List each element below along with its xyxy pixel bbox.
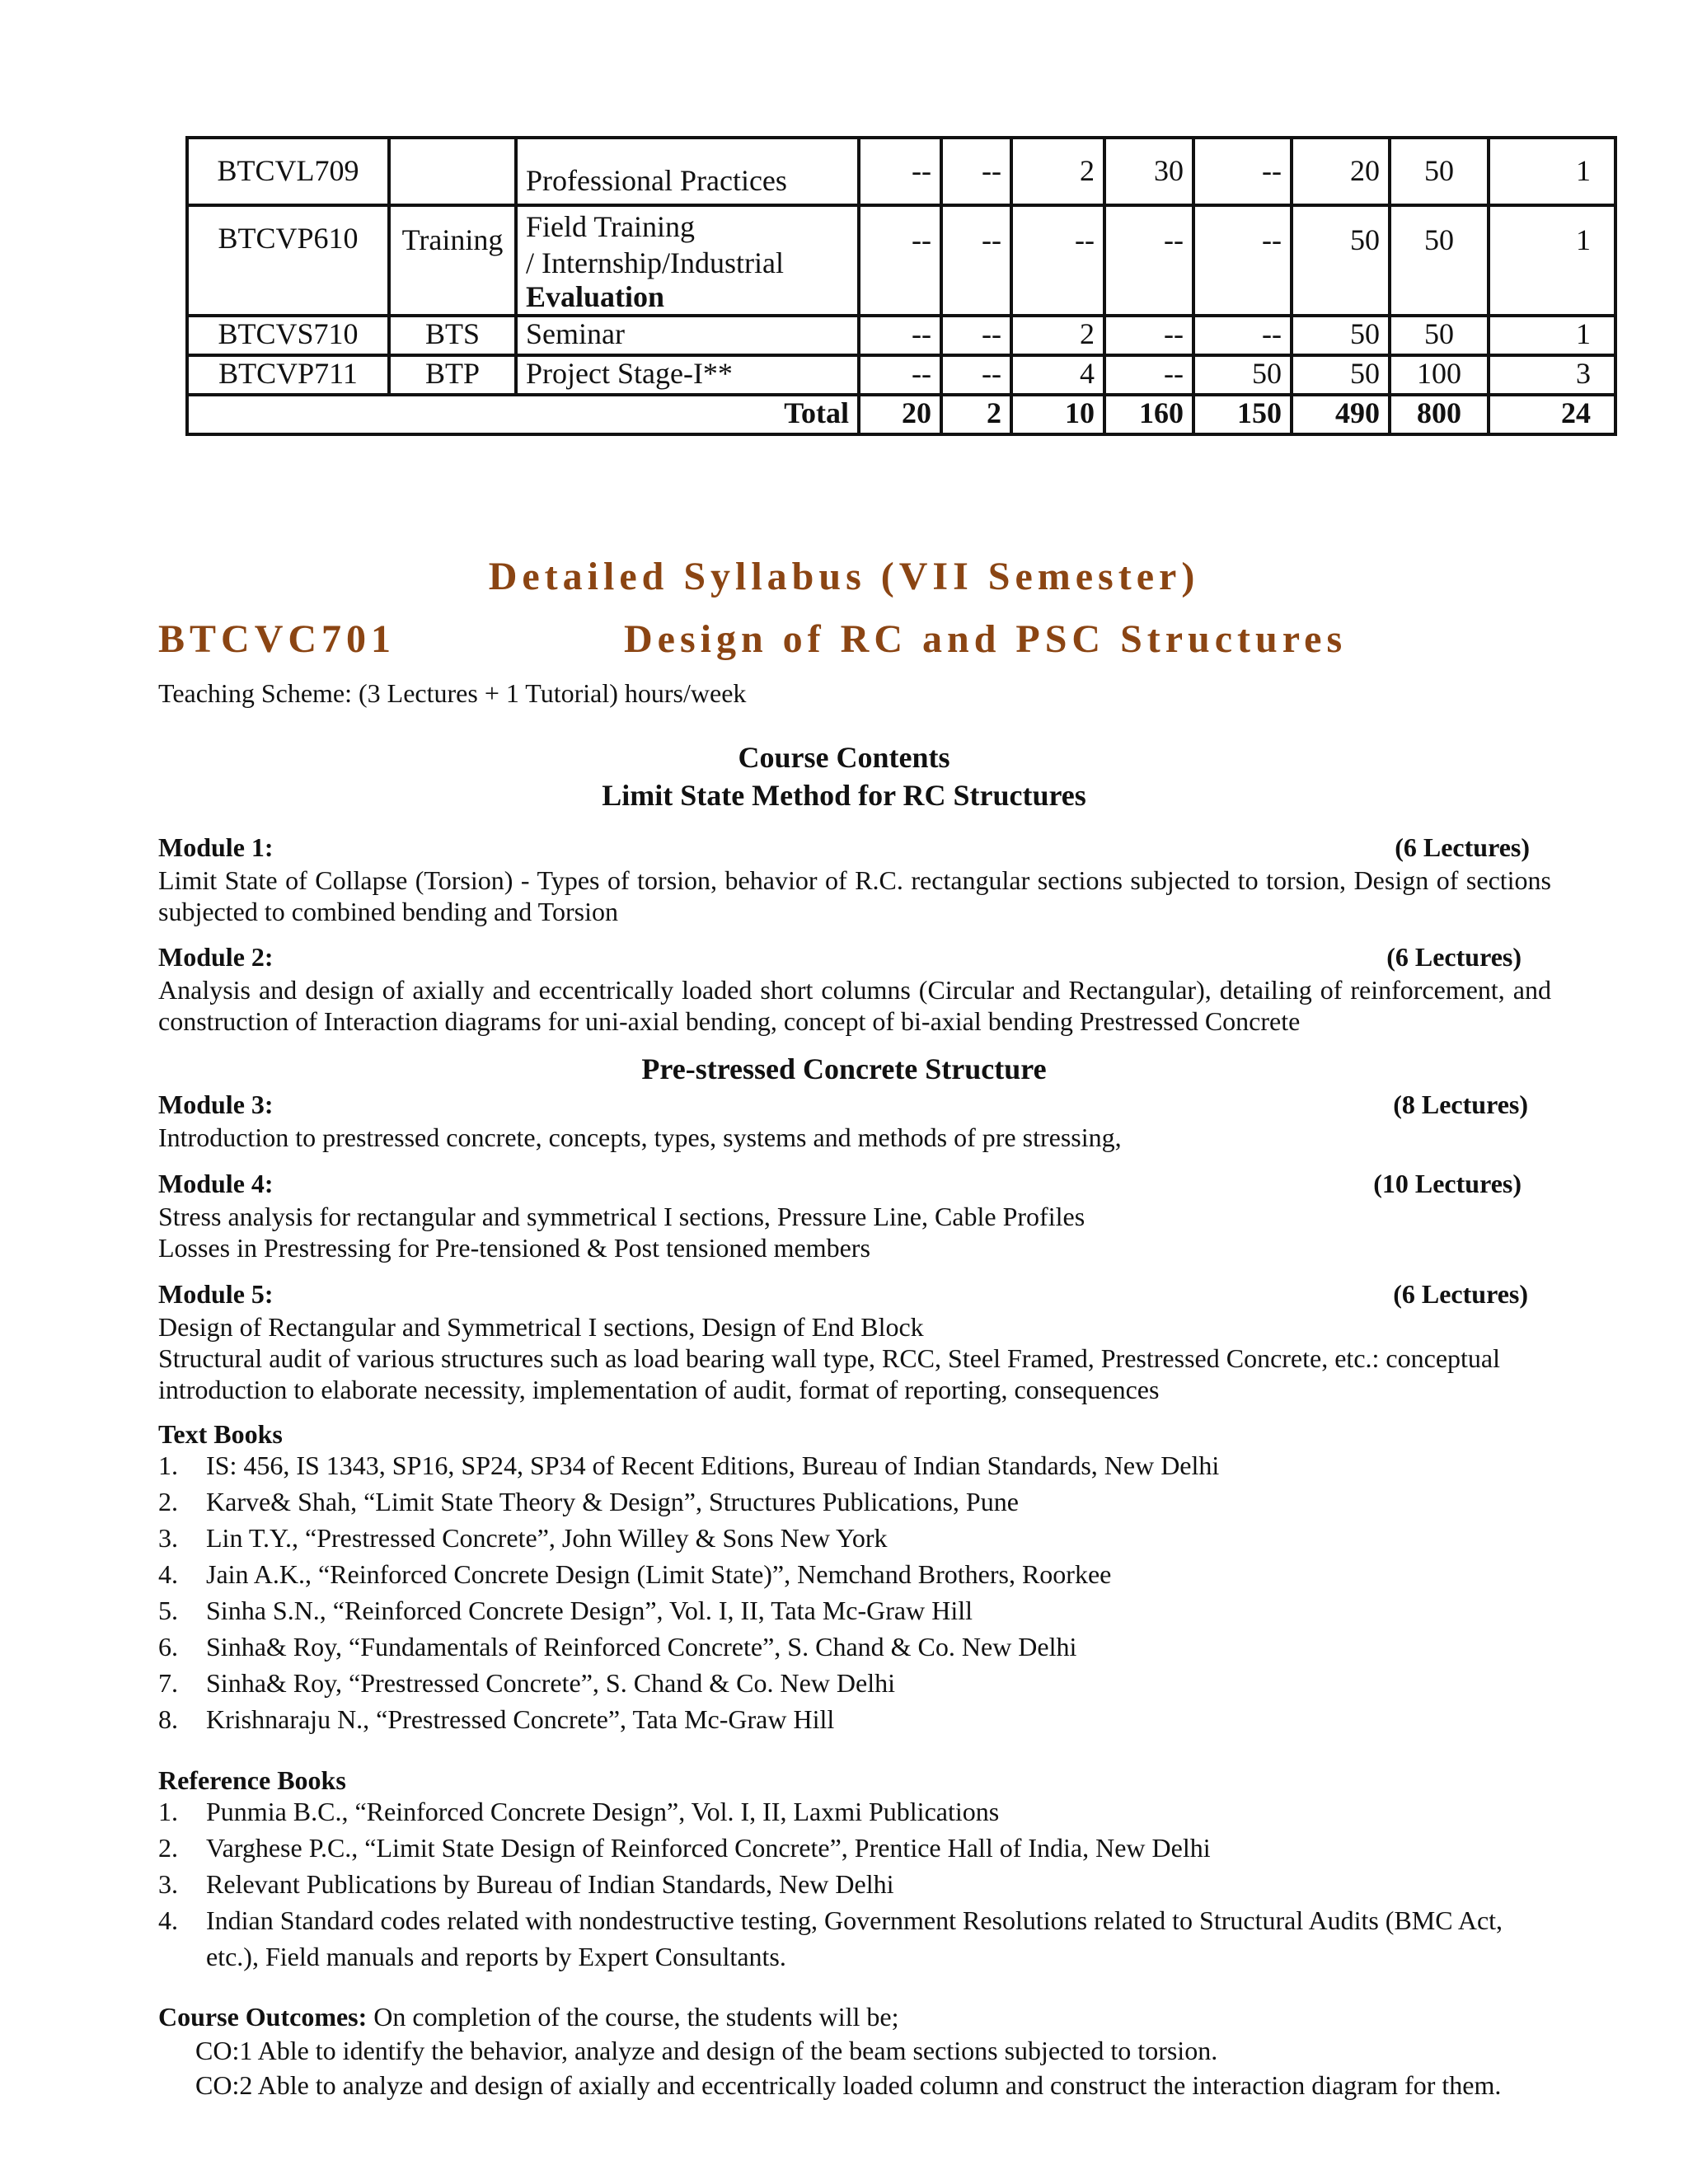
table-row — [187, 138, 1615, 205]
course-code-cell: BTCVL709 — [187, 138, 389, 205]
module-description: Introduction to prestressed concrete, concepts, types, systems and methods of pre stressing, — [158, 1122, 1122, 1152]
course-code: BTCVC701 — [158, 617, 396, 661]
list-item: 1. IS: 456, IS 1343, SP16, SP24, SP34 of Recent Editions, Bureau of Indian Standards, New Delhi — [158, 1451, 1220, 1480]
total-cell: 20 — [859, 395, 941, 434]
book-entry: Sinha& Roy, “Fundamentals of Reinforced Concrete”, S. Chand & Co. New Delhi — [206, 1632, 1077, 1661]
table-row — [187, 316, 1615, 355]
module-label: Module 4: — [158, 1169, 274, 1198]
value-cell: 3 — [1489, 355, 1615, 395]
book-entry: IS: 456, IS 1343, SP16, SP24, SP34 of Recent Editions, Bureau of Indian Standards, New Delhi — [206, 1451, 1220, 1480]
value-cell: 50 — [1292, 316, 1390, 355]
text-books-list — [158, 1447, 1559, 1737]
course-outcome-item: CO:1 Able to identify the behavior, analyze and design of the beam sections subjected to torsion. — [195, 2036, 1218, 2065]
text-books-heading: Text Books — [158, 1419, 283, 1449]
course-code-cell: BTCVP610 — [187, 205, 389, 316]
book-entry: Sinha& Roy, “Prestressed Concrete”, S. Chand & Co. New Delhi — [206, 1668, 896, 1698]
reference-books-list — [158, 1793, 1559, 1975]
value-cell: 20 — [1292, 138, 1390, 205]
list-item: 3. Relevant Publications by Bureau of Indian Standards, New Delhi — [158, 1869, 894, 1899]
title-line: Field Training — [526, 210, 696, 243]
reference-books-heading: Reference Books — [158, 1765, 346, 1795]
title-cell: Project Stage-I** — [516, 355, 859, 395]
total-cell: 10 — [1011, 395, 1104, 434]
value-cell: -- — [1104, 316, 1193, 355]
module-lectures: (6 Lectures) — [1395, 832, 1530, 862]
title-cell — [516, 205, 859, 316]
book-entry: Jain A.K., “Reinforced Concrete Design (Limit State)”, Nemchand Brothers, Roorkee — [206, 1559, 1112, 1589]
value-cell: -- — [941, 355, 1011, 395]
module-label: Module 3: — [158, 1090, 274, 1119]
course-code-cell: BTCVS710 — [187, 316, 389, 355]
value-cell: -- — [941, 138, 1011, 205]
list-item: 8. Krishnaraju N., “Prestressed Concrete”, Tata Mc-Graw Hill — [158, 1704, 835, 1734]
book-entry: Karve& Shah, “Limit State Theory & Design”, Structures Publications, Pune — [206, 1487, 1019, 1516]
category-cell: BTP — [389, 355, 516, 395]
value-cell: 50 — [1390, 316, 1489, 355]
value-cell: 2 — [1011, 138, 1104, 205]
table-row — [187, 205, 1615, 316]
module-description: Stress analysis for rectangular and symmetrical I sections, Pressure Line, Cable Profiles — [158, 1202, 1085, 1231]
list-item: 7. Sinha& Roy, “Prestressed Concrete”, S. Chand & Co. New Delhi — [158, 1668, 896, 1698]
category-cell — [389, 138, 516, 205]
title-line: / Internship/Industrial — [526, 246, 784, 280]
module-label: Module 2: — [158, 942, 274, 972]
category-cell: BTS — [389, 316, 516, 355]
value-cell: 50 — [1292, 355, 1390, 395]
value-cell: 50 — [1390, 138, 1489, 205]
value-cell: 50 — [1390, 205, 1489, 316]
value-cell: -- — [1193, 316, 1292, 355]
value-cell: -- — [1193, 138, 1292, 205]
module-lectures: (6 Lectures) — [1393, 1279, 1528, 1309]
course-title: Design of RC and PSC Structures — [624, 617, 1348, 661]
list-item: 4. Jain A.K., “Reinforced Concrete Design (Limit State)”, Nemchand Brothers, Roorkee — [158, 1559, 1112, 1589]
value-cell: 1 — [1489, 138, 1615, 205]
module-header — [158, 942, 1526, 972]
value-cell: 30 — [1104, 138, 1193, 205]
total-cell: 150 — [1193, 395, 1292, 434]
module-description: Limit State of Collapse (Torsion) - Types of torsion, behavior of R.C. rectangular sections subjected to torsion, Design of sections subjected to combined bending and Torsion — [158, 865, 1551, 926]
book-entry: Indian Standard codes related with nondestructive testing, Government Resolutions related to Structural Audits (BMC Act, etc.), Field manuals and reports by Expert Consultants. — [206, 1905, 1503, 1971]
module-header — [158, 1169, 1526, 1199]
course-contents-heading: Course Contents — [738, 741, 950, 774]
value-cell: -- — [859, 205, 941, 316]
module-lectures: (6 Lectures) — [1386, 942, 1522, 972]
title-cell: Seminar — [516, 316, 859, 355]
book-entry: Varghese P.C., “Limit State Design of Reinforced Concrete”, Prentice Hall of India, New Delhi — [206, 1833, 1211, 1863]
total-label: Total — [187, 395, 859, 434]
total-cell: 160 — [1104, 395, 1193, 434]
list-item: 1. Punmia B.C., “Reinforced Concrete Design”, Vol. I, II, Laxmi Publications — [158, 1797, 1000, 1826]
value-cell: 100 — [1390, 355, 1489, 395]
total-cell: 490 — [1292, 395, 1390, 434]
list-item: 6. Sinha& Roy, “Fundamentals of Reinforced Concrete”, S. Chand & Co. New Delhi — [158, 1632, 1077, 1661]
total-cell: 24 — [1489, 395, 1615, 434]
book-entry: Punmia B.C., “Reinforced Concrete Design”, Vol. I, II, Laxmi Publications — [206, 1797, 1000, 1826]
title-line: Professional Practices — [526, 164, 787, 197]
part-heading: Limit State Method for RC Structures — [602, 779, 1086, 812]
value-cell: -- — [941, 205, 1011, 316]
value-cell: 2 — [1011, 316, 1104, 355]
module-label: Module 5: — [158, 1279, 274, 1309]
value-cell: -- — [859, 138, 941, 205]
category-cell: Training — [389, 205, 516, 316]
value-cell: -- — [1104, 205, 1193, 316]
course-outcomes-label: Course Outcomes: — [158, 2002, 368, 2032]
module-header — [158, 1279, 1526, 1310]
module-description: Losses in Prestressing for Pre-tensioned & Post tensioned members — [158, 1233, 870, 1263]
list-item: 2. Varghese P.C., “Limit State Design of Reinforced Concrete”, Prentice Hall of India, New Delhi — [158, 1833, 1211, 1863]
module-lectures: (8 Lectures) — [1393, 1090, 1528, 1119]
book-entry: Sinha S.N., “Reinforced Concrete Design”, Vol. I, II, Tata Mc-Graw Hill — [206, 1596, 973, 1625]
book-entry: Lin T.Y., “Prestressed Concrete”, John Willey & Sons New York — [206, 1523, 888, 1553]
teaching-scheme: Teaching Scheme: (3 Lectures + 1 Tutorial) hours/week — [158, 678, 747, 708]
list-item: 5. Sinha S.N., “Reinforced Concrete Design”, Vol. I, II, Tata Mc-Graw Hill — [158, 1596, 973, 1625]
value-cell: 4 — [1011, 355, 1104, 395]
value-cell: 50 — [1193, 355, 1292, 395]
title-line-bold: Evaluation — [526, 279, 665, 313]
value-cell: -- — [859, 316, 941, 355]
value-cell: -- — [1104, 355, 1193, 395]
course-outcomes-intro — [158, 2001, 898, 2032]
value-cell: -- — [1193, 205, 1292, 316]
value-cell: -- — [859, 355, 941, 395]
total-row — [187, 395, 1615, 434]
module-description: Analysis and design of axially and eccentrically loaded short columns (Circular and Rectangular), detailing of reinforcement, and construction of Interaction diagrams for uni-axial bending, concept of bi-axial bending Prestressed Concrete — [158, 975, 1551, 1036]
list-item: 2. Karve& Shah, “Limit State Theory & Design”, Structures Publications, Pune — [158, 1487, 1019, 1516]
value-cell: 1 — [1489, 316, 1615, 355]
module-description: Structural audit of various structures such as load bearing wall type, RCC, Steel Framed, Prestressed Concrete, etc.: conceptual introduction to elaborate necessity, implementation of audit, format of reporting, consequences — [158, 1343, 1500, 1404]
total-cell: 2 — [941, 395, 1011, 434]
value-cell: -- — [941, 316, 1011, 355]
scheme-table — [185, 136, 1617, 436]
course-code-cell: BTCVP711 — [187, 355, 389, 395]
list-item: 3. Lin T.Y., “Prestressed Concrete”, John Willey & Sons New York — [158, 1523, 888, 1553]
module-header — [158, 832, 1530, 863]
part-heading: Pre-stressed Concrete Structure — [641, 1052, 1047, 1085]
book-entry: Relevant Publications by Bureau of Indian Standards, New Delhi — [206, 1869, 894, 1899]
syllabus-title: Detailed Syllabus (VII Semester) — [488, 555, 1200, 598]
module-lectures: (10 Lectures) — [1373, 1169, 1522, 1198]
module-description: Design of Rectangular and Symmetrical I sections, Design of End Block — [158, 1312, 924, 1342]
module-label: Module 1: — [158, 832, 274, 862]
course-outcome-item: CO:2 Able to analyze and design of axially and eccentrically loaded column and construct the interaction diagram for them. — [195, 2070, 1502, 2100]
module-header — [158, 1090, 1526, 1120]
value-cell: 1 — [1489, 205, 1615, 316]
total-cell: 800 — [1390, 395, 1489, 434]
list-item: 4. Indian Standard codes related with nondestructive testing, Government Resolutions related to Structural Audits (BMC Act, etc.), Field manuals and reports by Expert Consultants. — [158, 1905, 1503, 1971]
value-cell: -- — [1011, 205, 1104, 316]
book-entry: Krishnaraju N., “Prestressed Concrete”, Tata Mc-Graw Hill — [206, 1704, 835, 1734]
title-cell — [516, 138, 859, 205]
course-outcomes-text: On completion of the course, the students will be; — [367, 2002, 899, 2032]
value-cell: 50 — [1292, 205, 1390, 316]
table-row — [187, 355, 1615, 395]
